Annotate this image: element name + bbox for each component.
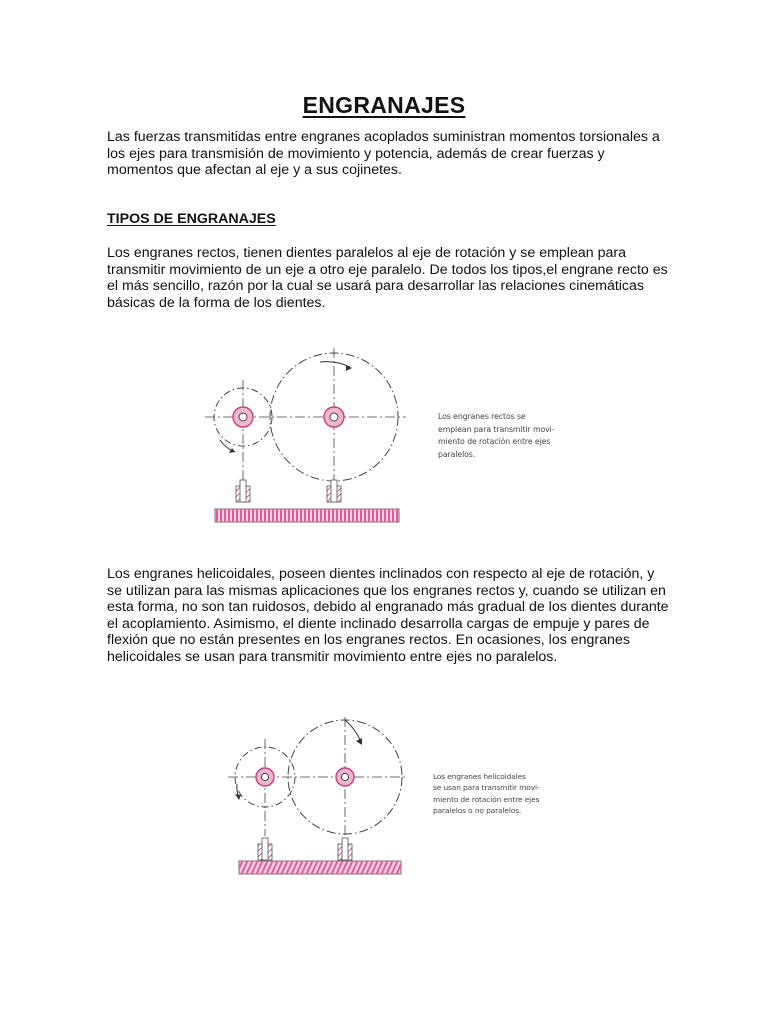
helical-gears-diagram [225,714,410,884]
section-heading: TIPOS DE ENGRANAJES [107,211,276,227]
intro-paragraph: Las fuerzas transmitidas entre engranes acoplados suministran momentos torsionales a los ejes para transmisión de movimiento y potencia, además de crear fuerzas y momentos que afectan al eje y a sus cojinetes. [107,129,660,179]
spur-gears-diagram [200,340,420,530]
page-title: ENGRANAJES [302,92,466,118]
helical-gears-paragraph: Los engranes helicoidales, poseen dientes inclinados con respecto al eje de rotación, y se utilizan para las mismas aplicaciones que los engranes rectos y, cuando se utilizan en esta forma, no son tan ruidosos, debido al engranado más gradual de los dientes durante el acoplamiento. Asimismo, el diente inclinado desarrolla cargas de empuje y pares de flexión que no están presentes en los engranes rectos. En ocasiones, los engranes helicoidales se usan para transmitir movimiento entre ejes no paralelos. [107,566,669,665]
spur-gears-paragraph: Los engranes rectos, tienen dientes paralelos al eje de rotación y se emplean para transmitir movimiento de un eje a otro eje paralelo. De todos los tipos,el engrane recto es el más sencillo, razón por la cual se usará para desarrollar las relaciones cinemáticas básicas de la forma de los dientes. [107,245,668,311]
spur-gears-caption: Los engranes rectos se emplean para transmitir movi- miento de rotación entre ejes paralelos. [438,412,555,459]
helical-gears-caption: Los engranes helicoidales se usan para transmitir movi- miento de rotación entre ejes paralelos o no paralelos. [433,772,540,815]
